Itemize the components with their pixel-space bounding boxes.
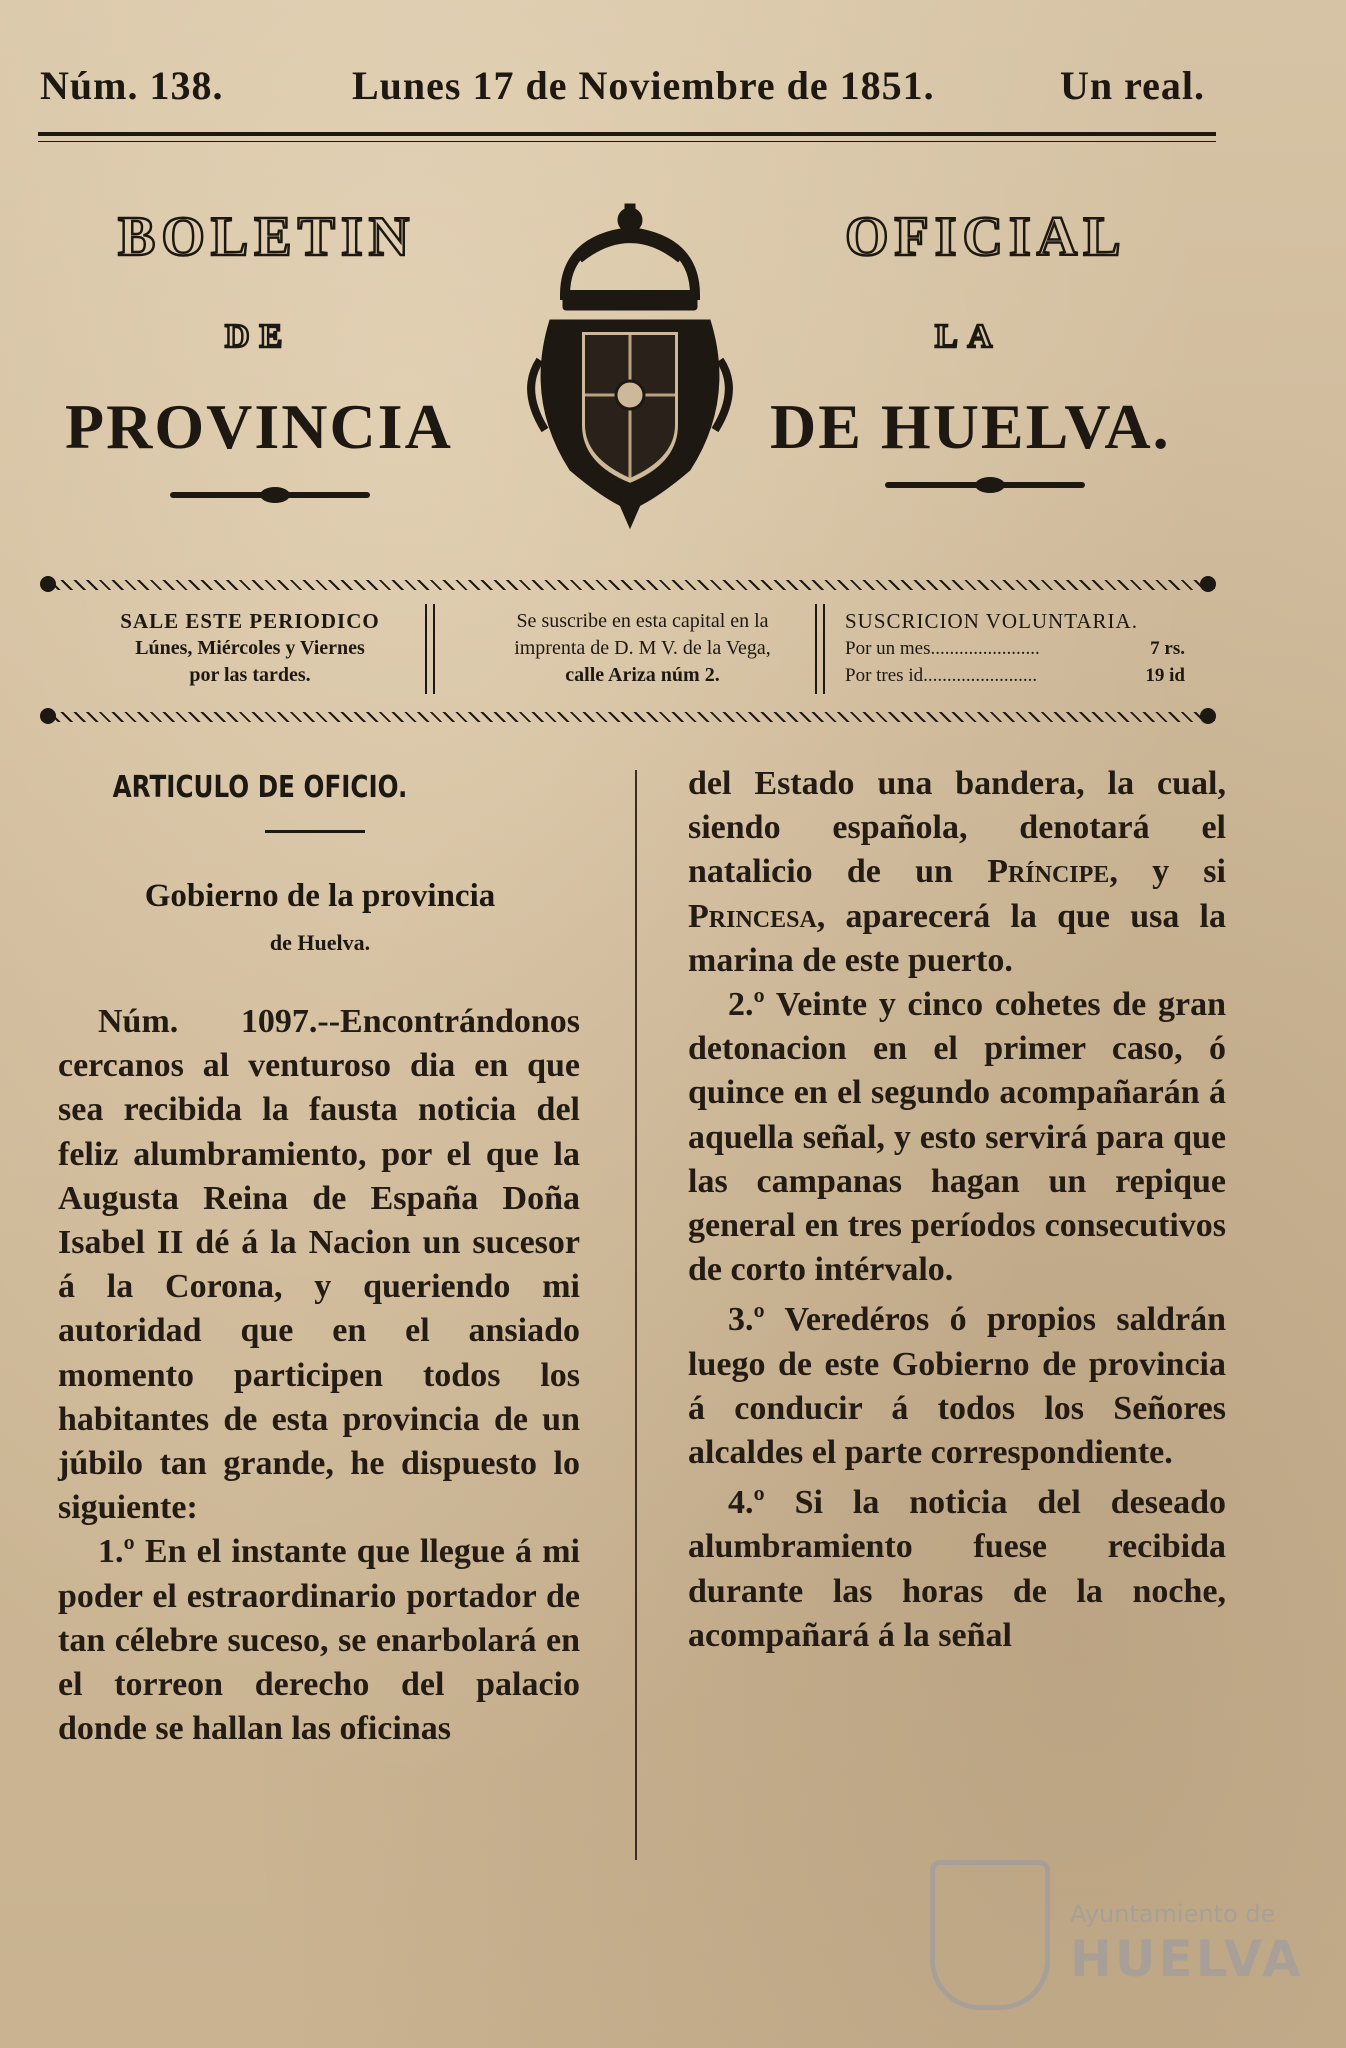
title-de-huelva: DE HUELVA. — [770, 391, 1171, 462]
item-2-paragraph: 2.º Veinte y cinco cohetes de gran detonacion en el primer caso, ó quince en el segundo acompañarán á aquella señal, y esto servirá para que las campanas hagan un repique general en tres períodos consecutivos de corto intérvalo. — [688, 986, 1226, 1289]
subscription-place-line3: calle Ariza núm 2. — [565, 664, 720, 686]
swash-left — [170, 492, 370, 498]
right-column — [688, 762, 1226, 1658]
title-de: DE — [225, 318, 293, 355]
box-divider — [815, 604, 817, 694]
box-divider — [425, 604, 427, 694]
voluntary-subscription-cell — [845, 608, 1185, 689]
government-subtitle: de Huelva. — [269, 930, 371, 955]
subscription-place-line2: imprenta de D. M V. de la Vega, — [514, 637, 771, 659]
swash-right — [885, 482, 1085, 488]
title-la: LA — [935, 318, 1003, 355]
left-column — [58, 1000, 580, 1751]
box-divider — [433, 604, 435, 694]
column-divider — [635, 770, 637, 1860]
voluntary-subscription-title: SUSCRICION VOLUNTARIA. — [845, 609, 1138, 633]
info-box — [40, 580, 1220, 715]
issue-price: Un real. — [1060, 63, 1206, 108]
subscription-place-line1: Se suscribe en esta capital en la — [516, 610, 769, 632]
price-row-three-months — [845, 662, 1185, 689]
section-rule — [265, 830, 365, 833]
item-4-paragraph: 4.º Si la noticia del deseado alumbramiento fuese recibida durante las horas de la noche, acompañará á la señal — [688, 1484, 1226, 1654]
price-label-three-months: Por tres id........................ — [845, 665, 1038, 686]
schedule-days: Lúnes, Miércoles y Viernes — [135, 637, 365, 659]
city-shield-icon — [930, 1860, 1050, 2010]
item-1-paragraph: 1.º En el instante que llegue á mi poder el estraordinario portador de tan célebre suceso, se enarbolará en el torreon derecho del palacio donde se hallan las oficinas — [58, 1533, 580, 1748]
price-value-three-months: 19 id — [1145, 665, 1185, 686]
price-label-month: Por un mes....................... — [845, 638, 1040, 659]
schedule-cell — [70, 608, 430, 689]
title-provincia: PROVINCIA — [65, 391, 453, 462]
issue-number: Núm. 138. — [40, 63, 224, 108]
price-value-month: 7 rs. — [1150, 638, 1185, 659]
item-3-paragraph: 3.º Veredéros ó propios saldrán luego de este Gobierno de provincia á conducir á todos los Señores alcaldes el parte correspondiente. — [688, 1301, 1226, 1472]
item-1-continuation: del Estado una bandera, la cual, siendo española, denotará el natalicio de un Príncipe, y si Princesa, aparecerá la que usa la marina de este puerto. — [688, 765, 1226, 979]
issue-date: Lunes 17 de Noviembre de 1851. — [352, 63, 935, 108]
box-divider — [823, 604, 825, 694]
header-rule — [38, 132, 1216, 136]
price-row-month — [845, 635, 1185, 662]
title-boletin: BOLETIN — [118, 206, 416, 268]
schedule-time: por las tardes. — [189, 664, 311, 686]
schedule-title: SALE ESTE PERIODICO — [120, 609, 380, 633]
header-rule-thin — [38, 141, 1216, 142]
section-title: ARTICULO DE OFICIO. — [112, 770, 408, 805]
royal-crest-icon — [525, 200, 735, 530]
masthead-line — [40, 62, 1215, 112]
title-oficial: OFICIAL — [845, 206, 1127, 268]
government-title: Gobierno de la provincia — [144, 878, 496, 914]
watermark-line2: HUELVA — [1070, 1930, 1304, 1988]
decree-paragraph: Núm. 1097.--Encontrándonos cercanos al venturoso dia en que sea recibida la fausta noticia del feliz alumbramiento, por el que la Augusta Reina de España Doña Isabel II dé á la Nacion un sucesor á la Corona, y queriendo mi autoridad que en el ansiado momento participen todos los habitantes de esta provincia de un júbilo tan grande, he dispuesto lo siguiente: — [58, 1003, 580, 1527]
subscription-place-cell — [445, 608, 840, 689]
watermark-line1: Ayuntamiento de — [1070, 1900, 1276, 1928]
archive-watermark — [930, 1850, 1330, 2010]
